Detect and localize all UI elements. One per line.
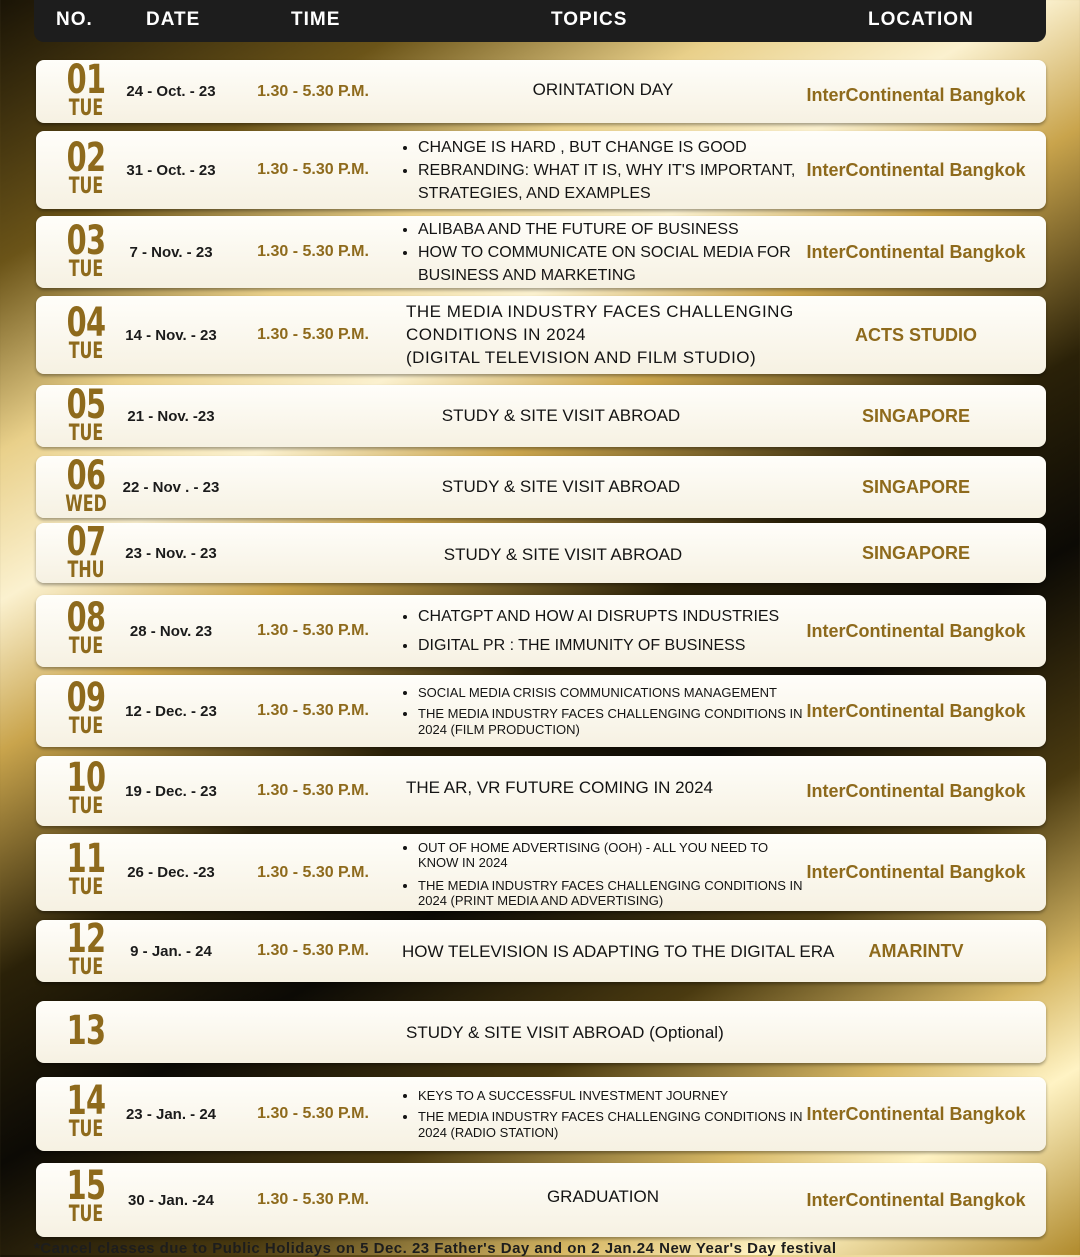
session-row-14	[36, 1077, 1046, 1151]
session-location: InterContinental Bangkok	[806, 862, 1026, 882]
session-location: InterContinental Bangkok	[806, 159, 1026, 180]
header-location: LOCATION	[868, 9, 974, 30]
session-location: SINGAPORE	[861, 405, 971, 426]
topic-item: • THE MEDIA INDUSTRY FACES CHALLENGING CONDITIONS IN 2024 (RADIO STATION)	[418, 1109, 808, 1141]
session-number: 09 TUE	[66, 675, 106, 739]
session-row-08	[36, 595, 1046, 667]
header-time: TIME	[291, 9, 341, 30]
session-location: InterContinental Bangkok	[806, 1189, 1026, 1210]
session-date: 19 - Dec. - 23	[125, 782, 217, 800]
session-row-03	[36, 216, 1046, 288]
session-time: 1.30 - 5.30 P.M.	[257, 243, 369, 260]
session-date: 24 - Oct. - 23	[126, 83, 216, 100]
session-date: 14 - Nov. - 23	[125, 326, 217, 344]
session-time: 1.30 - 5.30 P.M.	[257, 161, 369, 178]
session-time: 1.30 - 5.30 P.M.	[257, 942, 369, 959]
session-topic	[398, 131, 808, 209]
footnote: *Cancel classes due to Public Holidays on 5 Dec. 23 Father's Day and on 2 Jan.24 New Year's Day festival	[34, 1240, 837, 1257]
session-number: 06 WED	[65, 453, 107, 517]
session-number: 14 TUE	[66, 1078, 106, 1142]
session-row-09	[36, 675, 1046, 747]
topic-item: • KEYS TO A SUCCESSFUL INVESTMENT JOURNEY	[418, 1088, 808, 1104]
session-topic	[398, 1077, 808, 1151]
session-topic	[398, 595, 808, 667]
session-location: InterContinental Bangkok	[806, 1103, 1026, 1124]
session-number: 01 TUE	[66, 57, 106, 121]
session-location: InterContinental Bangkok	[806, 700, 1026, 721]
session-location: InterContinental Bangkok	[806, 85, 1026, 105]
session-row-05	[36, 382, 1046, 447]
session-row-04	[36, 296, 1046, 374]
session-row-06	[36, 453, 1046, 518]
session-number: 13	[66, 1008, 106, 1054]
session-time: 1.30 - 5.30 P.M.	[257, 782, 369, 799]
session-time: 1.30 - 5.30 P.M.	[257, 82, 369, 100]
header-topics: TOPICS	[551, 9, 628, 30]
session-date: 12 - Dec. - 23	[125, 702, 217, 720]
session-topic: THE AR, VR FUTURE COMING IN 2024	[406, 778, 713, 797]
session-row-13	[36, 1001, 1046, 1063]
topic-item: • CHANGE IS HARD , BUT CHANGE IS GOOD	[418, 136, 808, 159]
session-topic	[398, 216, 808, 288]
header-date: DATE	[146, 9, 201, 30]
session-date: 23 - Jan. - 24	[125, 1105, 217, 1123]
session-row-12	[36, 916, 1046, 982]
session-time: 1.30 - 5.30 P.M.	[257, 326, 369, 343]
table-header	[34, 0, 1046, 42]
session-number: 15 TUE	[66, 1163, 106, 1227]
session-time: 1.30 - 5.30 P.M.	[257, 1105, 369, 1122]
session-topic: ORINTATION DAY	[532, 80, 674, 99]
session-number: 04 TUE	[66, 300, 106, 364]
session-row-15	[36, 1163, 1046, 1237]
session-location: ACTS STUDIO	[854, 324, 977, 345]
session-date: 23 - Nov. - 23	[125, 544, 217, 562]
session-number: 08 TUE	[66, 595, 106, 659]
session-number: 07 THU	[66, 519, 106, 583]
topic-item: • DIGITAL PR : THE IMMUNITY OF BUSINESS	[418, 631, 779, 660]
session-location: InterContinental Bangkok	[806, 241, 1026, 262]
topic-item: • ALIBABA AND THE FUTURE OF BUSINESS	[418, 218, 808, 241]
session-number: 02 TUE	[66, 135, 106, 199]
session-topic: STUDY & SITE VISIT ABROAD	[443, 545, 683, 564]
topic-item: • HOW TO COMMUNICATE ON SOCIAL MEDIA FOR BUSINESS AND MARKETING	[418, 241, 808, 287]
session-topic	[398, 675, 808, 747]
session-row-11	[36, 834, 1046, 911]
session-row-01	[36, 57, 1046, 123]
session-location: AMARINTV	[868, 940, 964, 961]
session-date: 22 - Nov . - 23	[122, 478, 220, 496]
session-topic	[398, 834, 808, 911]
session-number: 03 TUE	[66, 218, 106, 282]
topic-item: • THE MEDIA INDUSTRY FACES CHALLENGING CONDITIONS IN 2024 (PRINT MEDIA AND ADVERTISING)	[418, 878, 808, 908]
session-time: 1.30 - 5.30 P.M.	[257, 702, 369, 719]
session-date: 28 - Nov. 23	[129, 622, 213, 640]
session-row-02	[36, 131, 1046, 209]
session-row-07	[36, 519, 1046, 583]
session-time: 1.30 - 5.30 P.M.	[257, 622, 369, 639]
topic-item: • THE MEDIA INDUSTRY FACES CHALLENGING CONDITIONS IN 2024 (FILM PRODUCTION)	[418, 706, 808, 738]
session-date: 31 - Oct. - 23	[126, 161, 216, 179]
session-number: 05 TUE	[66, 382, 106, 446]
session-time: 1.30 - 5.30 P.M.	[257, 1191, 369, 1208]
session-topic: STUDY & SITE VISIT ABROAD	[441, 406, 681, 425]
topic-item: • OUT OF HOME ADVERTISING (OOH) - ALL YOU NEED TO KNOW IN 2024	[418, 840, 808, 870]
session-row-10	[36, 756, 1046, 826]
session-number: 10 TUE	[66, 755, 106, 819]
session-date: 21 - Nov. -23	[127, 407, 215, 425]
session-location: InterContinental Bangkok	[806, 780, 1026, 801]
session-number: 11 TUE	[66, 836, 106, 900]
session-date: 7 - Nov. - 23	[129, 243, 213, 261]
session-topic: GRADUATION	[546, 1187, 660, 1206]
header-no: NO.	[56, 9, 93, 30]
session-location: SINGAPORE	[861, 542, 971, 563]
session-date: 30 - Jan. -24	[128, 1191, 214, 1209]
session-date: 26 - Dec. -23	[127, 864, 215, 881]
topic-item: • REBRANDING: WHAT IT IS, WHY IT'S IMPORTANT, STRATEGIES, AND EXAMPLES	[418, 159, 808, 205]
session-location: InterContinental Bangkok	[806, 620, 1026, 641]
session-location: SINGAPORE	[861, 476, 971, 497]
session-number: 12 TUE	[66, 916, 106, 980]
session-date: 9 - Jan. - 24	[130, 942, 212, 960]
session-topic: HOW TELEVISION IS ADAPTING TO THE DIGITAL ERA	[402, 941, 835, 961]
topic-item: • SOCIAL MEDIA CRISIS COMMUNICATIONS MANAGEMENT	[418, 685, 808, 701]
session-topic: STUDY & SITE VISIT ABROAD (Optional)	[406, 1022, 724, 1042]
topic-item: • CHATGPT AND HOW AI DISRUPTS INDUSTRIES	[418, 602, 779, 631]
session-topic: THE MEDIA INDUSTRY FACES CHALLENGING CONDITIONS IN 2024 (DIGITAL TELEVISION AND FILM STUDIO)	[406, 302, 794, 367]
session-time: 1.30 - 5.30 P.M.	[257, 863, 369, 881]
session-topic: STUDY & SITE VISIT ABROAD	[441, 477, 681, 496]
